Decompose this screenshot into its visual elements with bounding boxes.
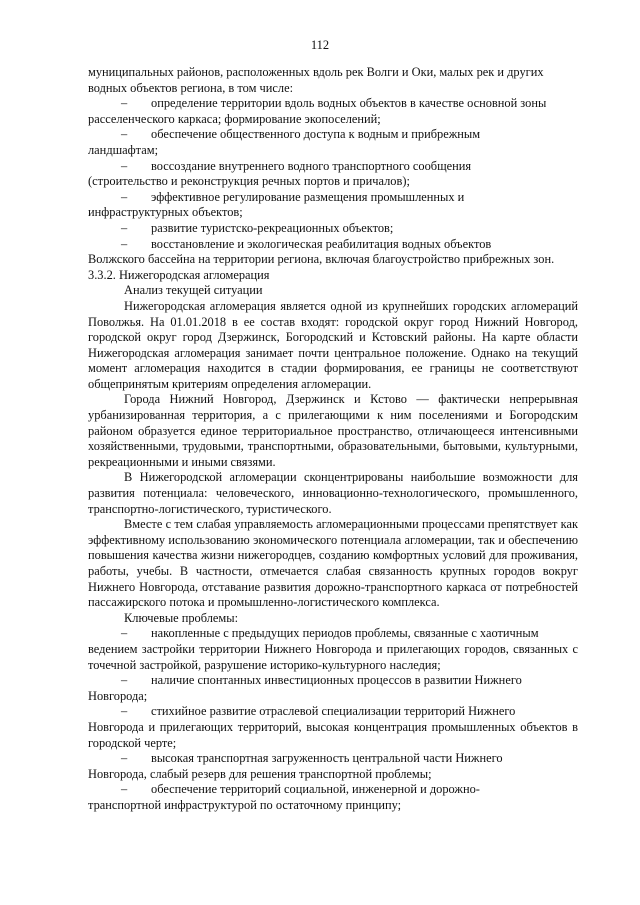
problems-list bbox=[88, 626, 578, 813]
paragraph: В Нижегородской агломерации сконцентрированы наибольшие возможности для развития потенциала: человеческого, инновационно-технологического, промышленного, транспортно-логистического, туристического. bbox=[88, 470, 578, 516]
list-item bbox=[88, 237, 578, 268]
list-item bbox=[88, 704, 578, 751]
list-item-continuation: расселенческого каркаса; формирование экопоселений; bbox=[88, 111, 381, 126]
list-item-text: определение территории вдоль водных объектов в качестве основной зоны bbox=[151, 96, 547, 111]
list-item bbox=[88, 127, 578, 158]
list-item-text: обеспечение общественного доступа к водным и прибрежным bbox=[151, 127, 481, 142]
dash-marker: – bbox=[121, 236, 128, 251]
paragraph: Нижегородская агломерация является одной из крупнейших городских агломераций Поволжья. На 01.01.2018 в ее состав входят: городской округ город Нижний Новгород, городской округ город Дзержинск, Богородский и Кстовский районы. На карте области Нижегородская агломерация занимает почти центральное положение. Однако на текущий момент агломерация находится в стадии формирования, ее границы не соответствуют общепринятым критериям определения агломерации. bbox=[88, 298, 578, 391]
analysis-title: Анализ текущей ситуации bbox=[124, 283, 263, 298]
list-item-continuation: (строительство и реконструкция речных портов и причалов); bbox=[88, 174, 410, 189]
list-item bbox=[88, 673, 578, 704]
dash-marker: – bbox=[121, 673, 128, 688]
list-item-text: воссоздание внутреннего водного транспортного сообщения bbox=[151, 158, 472, 173]
intro-line-2: водных объектов региона, в том числе: bbox=[88, 80, 294, 95]
page-content bbox=[88, 65, 578, 814]
list-item-text: стихийное развитие отраслевой специализации территорий Нижнего bbox=[151, 704, 516, 719]
measures-list bbox=[88, 96, 578, 268]
list-item-continuation: ландшафтам; bbox=[88, 142, 159, 157]
paragraph: Города Нижний Новгород, Дзержинск и Кстово — фактически непрерывная урбанизированная территория, а с прилегающими к ним поселениями и Богородским районом образуется единое территориальное пространство, отличающееся интенсивными хозяйственными, трудовыми, транспортными, образовательными, бытовыми, культурными, рекреационными и иными связями. bbox=[88, 392, 578, 469]
list-item-text: развитие туристско-рекреационных объектов; bbox=[151, 220, 394, 235]
dash-marker: – bbox=[121, 158, 128, 173]
list-item-text: обеспечение территорий социальной, инженерной и дорожно- bbox=[151, 782, 480, 797]
page-number: 112 bbox=[310, 38, 330, 52]
problems-title: Ключевые проблемы: bbox=[124, 610, 239, 625]
list-item-continuation: транспортной инфраструктурой по остаточному принципу; bbox=[88, 797, 402, 812]
dash-marker: – bbox=[121, 189, 128, 204]
list-item-text: восстановление и экологическая реабилитация водных объектов bbox=[151, 236, 492, 251]
list-item bbox=[88, 96, 578, 127]
list-item-continuation: Новгорода, слабый резерв для решения транспортной проблемы; bbox=[88, 766, 432, 781]
list-item-text: наличие спонтанных инвестиционных процессов в развитии Нижнего bbox=[151, 673, 522, 688]
list-item bbox=[88, 190, 578, 221]
list-item bbox=[88, 221, 578, 237]
dash-marker: – bbox=[121, 704, 128, 719]
list-item bbox=[88, 782, 578, 813]
dash-marker: – bbox=[121, 96, 128, 111]
dash-marker: – bbox=[121, 751, 128, 766]
list-item-text: накопленные с предыдущих периодов проблемы, связанные с хаотичным bbox=[151, 626, 539, 641]
list-item-text: высокая транспортная загруженность центральной части Нижнего bbox=[151, 751, 503, 766]
section-heading: 3.3.2. Нижегородская агломерация bbox=[88, 267, 270, 282]
paragraph: Вместе с тем слабая управляемость агломерационными процессами препятствует как эффективному использованию экономического потенциала агломерации, так и обеспечению повышения качества жизни нижегородцев, созданию комфортных условий для проживания, работы, учебы. В частности, отмечается слабая связанность крупных городов вокруг Нижнего Новгорода, отставание развития дорожно-транспортного каркаса от потребностей пассажирского потока и промышленно-логистического комплекса. bbox=[88, 517, 578, 610]
list-item-continuation: Новгорода и прилегающих территорий, высокая концентрация промышленных объектов в городской черте; bbox=[88, 719, 578, 750]
list-item-text: эффективное регулирование размещения промышленных и bbox=[151, 189, 465, 204]
list-item-continuation: Новгорода; bbox=[88, 688, 148, 703]
list-item-continuation: инфраструктурных объектов; bbox=[88, 205, 243, 220]
dash-marker: – bbox=[121, 127, 128, 142]
list-item-continuation: ведением застройки территории Нижнего Новгорода и прилегающих городов, связанных с точечной застройкой, разрушение историко-культурного наследия; bbox=[88, 641, 578, 672]
list-item bbox=[88, 751, 578, 782]
dash-marker: – bbox=[121, 220, 128, 235]
intro-line-1: муниципальных районов, расположенных вдоль рек Волги и Оки, малых рек и других bbox=[88, 65, 544, 79]
list-item bbox=[88, 626, 578, 673]
dash-marker: – bbox=[121, 782, 128, 797]
dash-marker: – bbox=[121, 626, 128, 641]
list-item-continuation: Волжского бассейна на территории региона, включая благоустройство прибрежных зон. bbox=[88, 252, 555, 267]
list-item bbox=[88, 159, 578, 190]
